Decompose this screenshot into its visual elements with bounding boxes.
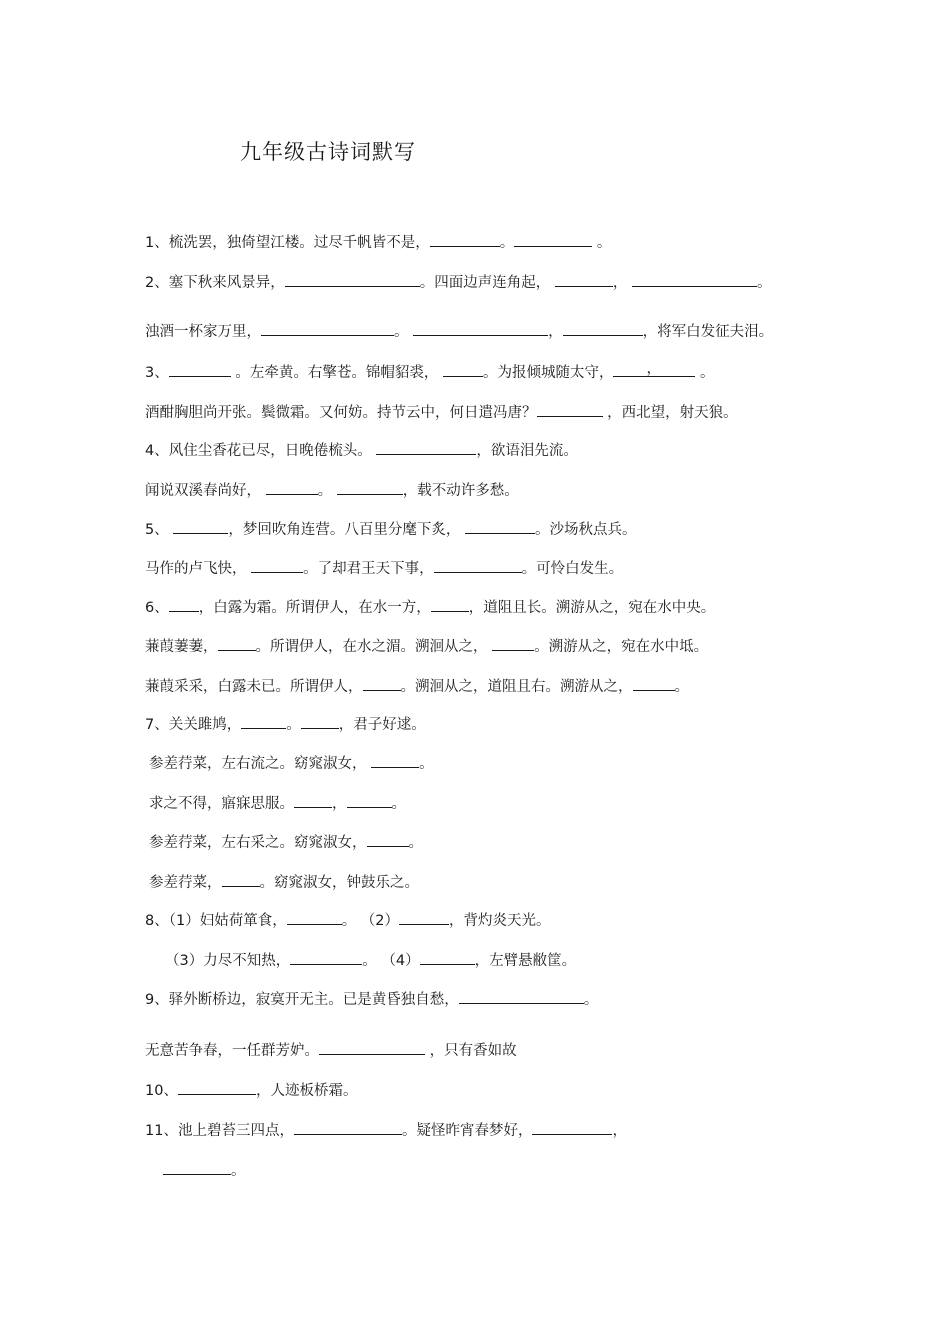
answer-blank[interactable] (363, 676, 401, 697)
line-text: ， (548, 324, 563, 340)
line-text: ，白露为霜。所谓伊人，在水一方， (198, 600, 431, 616)
answer-blank[interactable] (169, 362, 231, 383)
line-text: （3）力尽不知热， (165, 953, 291, 969)
poem-line (145, 676, 689, 697)
line-text: 。窈窕淑女，钟鼓乐之。 (259, 875, 419, 891)
line-text: 。所谓伊人，在水之湄。溯洄从之， (255, 639, 493, 655)
line-text: ，梦回吹角连营。八百里分麾下炙， (228, 522, 465, 538)
line-text: 。沙场秋点兵。 (534, 522, 637, 538)
answer-blank[interactable] (465, 519, 535, 540)
poem-line (145, 402, 738, 423)
poem-line (165, 950, 576, 971)
answer-blank[interactable] (301, 714, 339, 735)
line-text: ，君子好逑。 (338, 717, 426, 733)
line-text: 蒹葭采采，白露未已。所谓伊人， (145, 679, 363, 695)
answer-blank[interactable] (399, 910, 449, 931)
line-text: 。 (583, 992, 599, 1008)
poem-line (149, 793, 406, 814)
page-title: 九年级古诗词默写 (240, 140, 416, 164)
poem-line (145, 910, 551, 931)
line-text: 。 （4） (362, 953, 420, 969)
line-text: ， (612, 1123, 627, 1139)
answer-blank[interactable] (241, 714, 286, 735)
line-text: 。 (286, 717, 301, 733)
line-text: ，只有香如故 (425, 1043, 517, 1059)
answer-blank[interactable] (169, 597, 199, 618)
answer-blank[interactable] (376, 440, 476, 461)
answer-blank[interactable] (178, 1080, 256, 1101)
answer-blank[interactable] (443, 362, 483, 383)
line-text: ， (332, 796, 347, 812)
line-text: 1、梳洗罢，独倚望江楼。过尽千帆皆不是， (145, 235, 430, 251)
line-text: 3、 (145, 365, 169, 381)
answer-blank[interactable] (632, 272, 757, 293)
answer-blank[interactable] (173, 519, 228, 540)
answer-blank[interactable] (563, 321, 643, 342)
line-text: 。溯游从之，宛在水中坻。 (534, 639, 709, 655)
line-text: 。 (231, 1163, 246, 1179)
poem-line (149, 872, 419, 893)
answer-blank[interactable] (537, 402, 603, 423)
blank-inner-comma: ， (646, 361, 661, 377)
poem-line (145, 321, 773, 342)
poem-line (145, 272, 771, 293)
poem-line (145, 1080, 357, 1101)
line-text: 。 (674, 679, 689, 695)
line-text: 。 (756, 275, 772, 291)
line-text: 。 (592, 235, 612, 251)
line-text: 4、风住尘香花已尽，日晚倦梳头。 (145, 443, 377, 459)
line-text: 参差荇菜，左右采之。窈窕淑女， (149, 835, 367, 851)
line-text: 。溯洄从之，道阻且右。溯游从之， (400, 679, 633, 695)
line-text: 。了却君王天下事， (303, 561, 434, 577)
line-text: 求之不得，寤寐思服。 (149, 796, 294, 812)
answer-blank[interactable] (319, 1040, 425, 1061)
line-text: 无意苦争春，一任群芳妒。 (145, 1043, 319, 1059)
answer-blank[interactable] (413, 321, 548, 342)
answer-blank[interactable] (290, 950, 362, 971)
poem-line (145, 636, 708, 657)
line-text: 2、塞下秋来风景异， (145, 275, 285, 291)
line-text: ，左臂悬敝筐。 (474, 953, 577, 969)
line-text: 浊酒一杯家万里， (145, 324, 261, 340)
poem-line (145, 714, 426, 735)
line-text: 。 (419, 756, 434, 772)
line-text: 马作的卢飞快， (145, 561, 252, 577)
answer-blank[interactable] (532, 1120, 612, 1141)
line-text: 9、驿外断桥边，寂寞开无主。已是黄昏独自愁， (145, 992, 459, 1008)
line-text: ，背灼炎天光。 (449, 913, 551, 929)
line-text: 5、 (145, 522, 174, 538)
answer-blank[interactable] (431, 597, 469, 618)
line-text: 7、关关雎鸠， (145, 717, 242, 733)
answer-blank[interactable] (285, 272, 420, 293)
answer-blank[interactable] (294, 1120, 402, 1141)
line-text: 人迹板桥霜。 (270, 1083, 358, 1099)
poem-line (145, 597, 715, 618)
answer-blank[interactable] (266, 480, 318, 501)
answer-blank[interactable] (514, 232, 592, 253)
line-text: ，将军白发征夫泪。 (642, 324, 774, 340)
answer-blank[interactable] (555, 272, 613, 293)
answer-blank[interactable] (430, 232, 500, 253)
line-text: 闻说双溪春尚好， (145, 483, 266, 499)
line-text: ，欲语泪先流。 (476, 443, 578, 459)
poem-line (145, 519, 636, 540)
answer-blank[interactable] (367, 832, 409, 853)
poem-line (145, 362, 715, 383)
line-text: ，载不动许多愁。 (402, 483, 519, 499)
answer-blank[interactable] (261, 321, 394, 342)
poem-line (145, 1040, 517, 1061)
line-text: 。 (499, 235, 515, 251)
line-text: 10、 (145, 1083, 178, 1099)
answer-blank[interactable] (294, 793, 332, 814)
line-text: ，西北望，射天狼。 (602, 405, 738, 421)
answer-blank[interactable] (347, 793, 392, 814)
answer-blank[interactable] (420, 950, 475, 971)
poem-line (145, 232, 611, 253)
line-text: 11、池上碧苔三四点， (145, 1123, 294, 1139)
line-text: ， (612, 275, 632, 291)
line-text: 。可怜白发生。 (521, 561, 624, 577)
answer-blank[interactable] (218, 636, 256, 657)
answer-blank[interactable] (633, 676, 675, 697)
poem-line (163, 1160, 246, 1181)
poem-line (145, 440, 578, 461)
answer-blank[interactable] (222, 872, 260, 893)
line-text: 。 (317, 483, 337, 499)
poem-line (145, 989, 598, 1010)
line-text: 。四面边声连角起， (419, 275, 555, 291)
line-text: 。为报倾城随太守， (482, 365, 614, 381)
line-text: 。 (408, 835, 423, 851)
line-text: 8、（1）妇姑荷箪食， (145, 913, 287, 929)
poem-line (149, 753, 434, 774)
answer-blank[interactable] (287, 910, 342, 931)
poem-line (145, 1120, 627, 1141)
line-text: 参差荇菜，左右流之。窈窕淑女， (149, 756, 372, 772)
line-text: 参差荇菜， (149, 875, 222, 891)
line-text: 。 (695, 365, 715, 381)
line-text: 。左牵黄。右擎苍。锦帽貂裘， (230, 365, 443, 381)
answer-blank[interactable] (337, 480, 403, 501)
poem-line (145, 558, 623, 579)
answer-blank[interactable] (163, 1160, 231, 1181)
line-text: 。 (394, 324, 414, 340)
line-text: 。疑怪昨宵春梦好， (401, 1123, 533, 1139)
line-text: ， (255, 1083, 271, 1099)
answer-blank[interactable] (371, 753, 419, 774)
line-text: ，道阻且长。溯游从之，宛在水中央。 (468, 600, 716, 616)
answer-blank[interactable] (434, 558, 522, 579)
poem-line (149, 832, 423, 853)
line-text: 酒酣胸胆尚开张。鬓微霜。又何妨。持节云中，何日遣冯唐？ (145, 405, 537, 421)
poem-line (145, 480, 519, 501)
answer-blank[interactable] (459, 989, 584, 1010)
line-text: 6、 (145, 600, 169, 616)
answer-blank[interactable] (251, 558, 303, 579)
answer-blank[interactable] (613, 362, 695, 383)
line-text: 。 （2） (341, 913, 400, 929)
answer-blank[interactable] (492, 636, 534, 657)
line-text: 蒹葭萋萋， (145, 639, 218, 655)
line-text: 。 (391, 796, 406, 812)
